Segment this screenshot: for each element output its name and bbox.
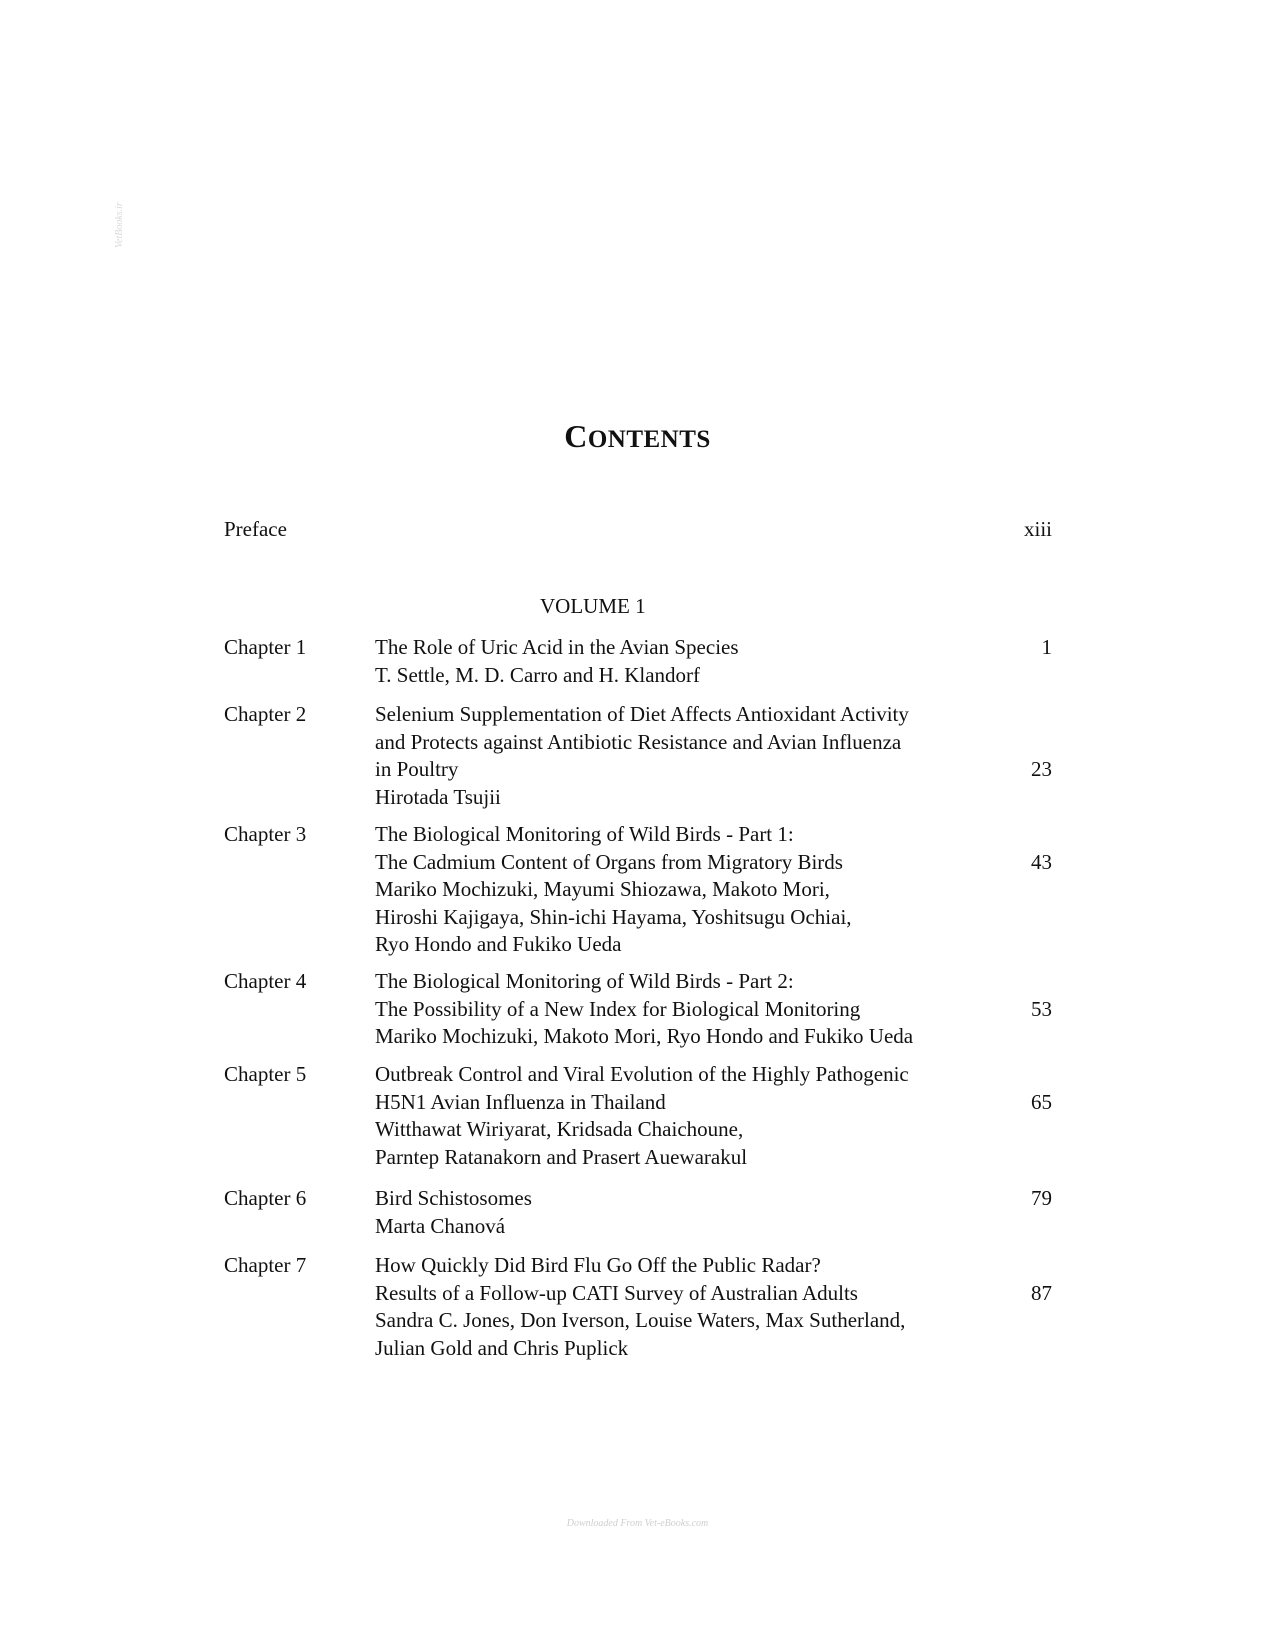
chapter-text-line: Parntep Ratanakorn and Prasert Auewarakul: [375, 1144, 748, 1169]
chapter-text-line: H5N1 Avian Influenza in Thailand: [375, 1089, 666, 1114]
chapter-label: Chapter 7: [224, 1253, 307, 1277]
chapter-entry: [0, 1061, 1275, 1171]
chapter-page-number: 1: [1041, 635, 1052, 659]
chapter-text-line: Sandra C. Jones, Don Iverson, Louise Waters, Max Sutherland,: [375, 1308, 906, 1332]
chapter-label: Chapter 3: [224, 822, 307, 846]
chapter-text-line: T. Settle, M. D. Carro and H. Klandorf: [375, 662, 701, 687]
chapter-page-number: 53: [1031, 996, 1052, 1021]
side-watermark: VetBooks.ir: [114, 202, 125, 248]
chapter-title-line: Outbreak Control and Viral Evolution of the Highly Pathogenic: [375, 1062, 909, 1086]
chapter-text-line: in Poultry: [375, 757, 459, 781]
preface-entry: [0, 516, 1275, 544]
chapter-entry: [0, 1185, 1275, 1240]
chapter-text-line: and Protects against Antibiotic Resistance and Avian Influenza: [375, 729, 902, 754]
preface-label: Preface: [224, 517, 287, 541]
chapter-label: Chapter 5: [224, 1062, 307, 1086]
chapter-text-line: Marta Chanová: [375, 1213, 506, 1238]
chapter-text-line: The Cadmium Content of Organs from Migratory Birds: [375, 849, 843, 874]
chapter-page-number: 23: [1031, 757, 1052, 781]
chapter-title-line: Bird Schistosomes: [375, 1186, 532, 1210]
chapter-page-number: 79: [1031, 1186, 1052, 1210]
chapter-label: Chapter 1: [224, 635, 307, 659]
chapter-entry: [0, 634, 1275, 689]
chapter-text-line: Mariko Mochizuki, Makoto Mori, Ryo Hondo and Fukiko Ueda: [375, 1024, 914, 1048]
preface-page: xiii: [1023, 517, 1052, 541]
volume-heading: VOLUME 1: [540, 594, 646, 618]
bottom-watermark: Downloaded From Vet-eBooks.com: [566, 1518, 709, 1529]
chapter-text-line: Julian Gold and Chris Puplick: [375, 1335, 629, 1360]
chapter-entry: [0, 821, 1275, 959]
chapter-label: Chapter 6: [224, 1186, 307, 1210]
chapter-entry: [0, 968, 1275, 1051]
chapter-text-line: Witthawat Wiriyarat, Kridsada Chaichoune,: [375, 1117, 744, 1141]
chapter-title-line: The Biological Monitoring of Wild Birds - Part 1:: [375, 822, 794, 846]
chapter-page-number: 87: [1031, 1280, 1052, 1305]
chapter-text-line: The Possibility of a New Index for Biological Monitoring: [375, 996, 861, 1021]
chapter-entry: [0, 701, 1275, 811]
chapter-label: Chapter 4: [224, 969, 307, 993]
chapter-text-line: Hiroshi Kajigaya, Shin-ichi Hayama, Yoshitsugu Ochiai,: [375, 904, 852, 929]
page-title: CONTENTS: [564, 418, 711, 454]
chapter-title-line: The Role of Uric Acid in the Avian Species: [375, 635, 739, 659]
chapter-text-line: Ryo Hondo and Fukiko Ueda: [375, 932, 622, 956]
chapter-page-number: 43: [1031, 849, 1052, 874]
chapter-text-line: Mariko Mochizuki, Mayumi Shiozawa, Makoto Mori,: [375, 877, 830, 901]
chapter-title-line: The Biological Monitoring of Wild Birds - Part 2:: [375, 969, 794, 993]
chapter-title-line: How Quickly Did Bird Flu Go Off the Public Radar?: [375, 1253, 821, 1277]
chapter-text-line: Hirotada Tsujii: [375, 784, 501, 809]
chapter-page-number: 65: [1031, 1089, 1052, 1114]
chapter-entry: [0, 1252, 1275, 1362]
chapter-title-line: Selenium Supplementation of Diet Affects Antioxidant Activity: [375, 702, 909, 726]
chapter-text-line: Results of a Follow-up CATI Survey of Australian Adults: [375, 1280, 858, 1305]
chapter-label: Chapter 2: [224, 702, 307, 726]
